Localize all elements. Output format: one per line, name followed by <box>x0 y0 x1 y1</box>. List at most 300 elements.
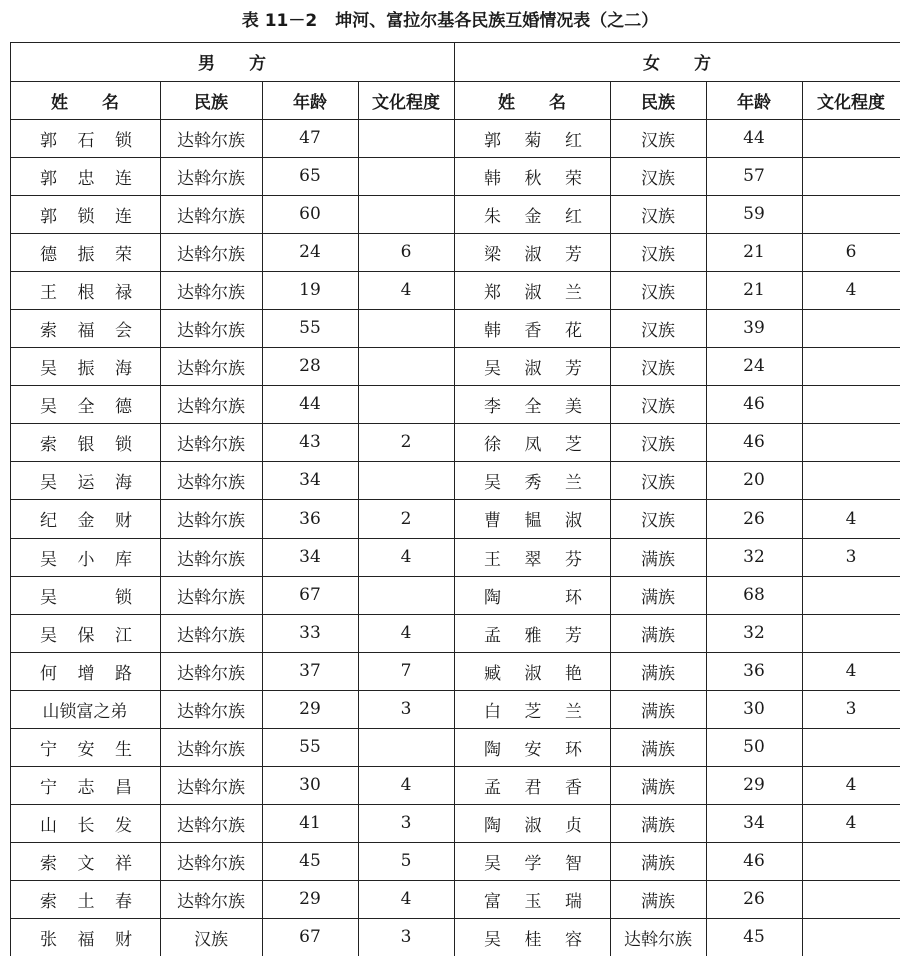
female-name-cell <box>454 309 610 347</box>
female-age-cell: 26 <box>743 508 765 529</box>
female-ethnicity-cell: 汉族 <box>641 511 675 531</box>
female-education-cell <box>802 842 900 880</box>
male-ethnicity-cell: 达斡尔族 <box>177 587 245 608</box>
male-name-cell <box>10 385 160 423</box>
male-education-cell <box>358 119 454 157</box>
name-character: 郭 <box>40 130 57 151</box>
female-name-cell <box>454 576 610 614</box>
female-education-cell <box>802 918 900 956</box>
male-name-cell <box>10 918 160 956</box>
name-character: 文 <box>77 853 95 874</box>
male-education-cell <box>358 157 454 195</box>
female-education-cell <box>802 119 900 157</box>
female-age-column-header: 年龄 <box>737 92 771 113</box>
name-character: 锁 <box>115 434 132 455</box>
name-character: 索 <box>40 891 57 912</box>
name-character: 财 <box>115 511 132 531</box>
female-age-cell: 45 <box>743 927 765 947</box>
name-character: 吴 <box>40 587 57 608</box>
male-name-cell <box>10 461 160 499</box>
female-education-cell: 4 <box>845 813 857 833</box>
female-education-cell: 6 <box>845 242 857 262</box>
female-ethnicity-cell: 汉族 <box>641 130 675 151</box>
name-character: 祥 <box>115 853 132 874</box>
name-character: 陶 <box>484 587 501 608</box>
female-age-cell: 46 <box>743 394 765 414</box>
name-character: 淑 <box>524 282 542 303</box>
male-ethnicity-column-header: 民族 <box>194 92 228 113</box>
name-character: 吴 <box>484 472 501 493</box>
male-education-cell <box>358 576 454 614</box>
name-character: 安 <box>524 739 542 760</box>
male-ethnicity-cell: 达斡尔族 <box>177 434 245 455</box>
female-age-cell: 21 <box>743 280 765 300</box>
name-character: 玉 <box>524 891 542 912</box>
name-character: 吴 <box>484 853 501 874</box>
name-character: 昌 <box>115 777 132 798</box>
female-age-cell: 24 <box>743 356 765 376</box>
female-ethnicity-cell: 汉族 <box>641 206 675 227</box>
female-education-cell <box>802 614 900 652</box>
female-name-cell <box>454 728 610 766</box>
female-age-cell: 32 <box>743 547 765 567</box>
male-age-cell: 19 <box>299 280 321 300</box>
male-name-cell <box>10 576 160 614</box>
female-name-cell <box>454 842 610 880</box>
male-ethnicity-cell: 达斡尔族 <box>177 549 245 570</box>
male-name-cell <box>10 309 160 347</box>
female-name-cell <box>454 271 610 309</box>
female-ethnicity-cell: 满族 <box>641 777 675 798</box>
name-character: 海 <box>115 358 132 379</box>
male-age-cell: 45 <box>299 851 321 871</box>
name-character: 锁 <box>77 206 95 227</box>
name-character: 吴 <box>484 929 501 950</box>
name-character: 宁 <box>40 777 57 798</box>
name-character: 索 <box>40 320 57 341</box>
male-age-cell: 29 <box>299 699 321 719</box>
name-character: 郭 <box>484 130 501 151</box>
name-character: 小 <box>77 549 95 570</box>
name-character: 芝 <box>524 701 542 722</box>
name-character: 路 <box>115 663 132 684</box>
name-character: 秀 <box>524 472 542 493</box>
male-name-cell <box>10 271 160 309</box>
name-character: 芳 <box>565 625 582 646</box>
male-ethnicity-cell: 达斡尔族 <box>177 396 245 417</box>
male-ethnicity-cell: 达斡尔族 <box>177 701 245 722</box>
male-age-cell: 60 <box>299 204 321 224</box>
name-character: 吴 <box>40 396 57 417</box>
male-name-cell <box>10 614 160 652</box>
male-education-cell: 2 <box>400 432 412 452</box>
name-character: 银 <box>77 434 95 455</box>
male-education-cell: 2 <box>400 508 412 529</box>
male-education-cell: 4 <box>400 280 412 300</box>
name-character: 金 <box>77 511 95 531</box>
name-character: 香 <box>565 777 582 798</box>
name-character: 福 <box>77 320 95 341</box>
female-education-cell <box>802 461 900 499</box>
female-name-cell <box>454 690 610 728</box>
female-group-header: 女 方 <box>643 54 711 74</box>
name-character: 禄 <box>115 282 132 303</box>
male-age-cell: 24 <box>299 242 321 262</box>
male-name-cell <box>10 233 160 271</box>
name-character: 凤 <box>524 434 542 455</box>
male-name-cell <box>10 652 160 690</box>
female-education-cell <box>802 385 900 423</box>
name-character: 学 <box>524 853 542 874</box>
name-character: 运 <box>77 472 95 493</box>
name-character: 纪 <box>40 511 57 531</box>
female-ethnicity-cell: 达斡尔族 <box>624 929 692 950</box>
name-character: 智 <box>565 853 582 874</box>
name-character: 金 <box>524 206 542 227</box>
name-character: 梁 <box>484 244 501 265</box>
name-character: 王 <box>40 282 57 303</box>
female-ethnicity-cell: 汉族 <box>641 168 675 189</box>
name-character: 连 <box>115 206 132 227</box>
female-ethnicity-cell: 满族 <box>641 587 675 608</box>
name-character: 环 <box>565 587 582 608</box>
female-age-cell: 20 <box>743 470 765 490</box>
male-education-cell: 3 <box>400 699 412 719</box>
name-character: 锁 <box>115 587 132 608</box>
name-character: 君 <box>524 777 542 798</box>
female-education-cell <box>802 309 900 347</box>
name-character: 淑 <box>524 663 542 684</box>
male-age-cell: 67 <box>299 585 321 605</box>
male-age-cell: 36 <box>299 508 321 529</box>
female-education-cell <box>802 157 900 195</box>
name-character: 财 <box>115 929 132 950</box>
male-education-cell: 7 <box>400 661 412 681</box>
female-name-cell <box>454 461 610 499</box>
male-age-cell: 33 <box>299 623 321 643</box>
name-character: 荣 <box>115 244 132 265</box>
name-character: 长 <box>77 815 95 836</box>
male-age-cell: 34 <box>299 547 321 567</box>
name-character: 环 <box>565 739 582 760</box>
name-character: 忠 <box>77 168 95 189</box>
name-character: 香 <box>524 320 542 341</box>
male-age-cell: 55 <box>299 318 321 338</box>
female-name-cell <box>454 347 610 385</box>
name-character: 瑞 <box>565 891 582 912</box>
male-education-column-header: 文化程度 <box>372 92 440 113</box>
male-name-cell <box>10 499 160 538</box>
male-ethnicity-cell: 达斡尔族 <box>177 625 245 646</box>
name-character: 臧 <box>484 663 501 684</box>
female-ethnicity-cell: 汉族 <box>641 244 675 265</box>
male-ethnicity-cell: 达斡尔族 <box>177 130 245 151</box>
table-caption: 坤河、富拉尔基各民族互婚情况表（之二） <box>335 11 659 31</box>
name-character: 郭 <box>40 206 57 227</box>
male-ethnicity-cell: 达斡尔族 <box>177 168 245 189</box>
male-age-cell: 65 <box>299 166 321 186</box>
female-name-cell <box>454 538 610 576</box>
name-character: 红 <box>565 206 582 227</box>
name-character: 陶 <box>484 815 501 836</box>
male-ethnicity-cell: 达斡尔族 <box>177 853 245 874</box>
female-ethnicity-cell: 满族 <box>641 739 675 760</box>
name-character: 吴 <box>484 358 501 379</box>
name-character: 振 <box>77 244 95 265</box>
female-name-cell <box>454 233 610 271</box>
male-age-cell: 28 <box>299 356 321 376</box>
table-number: 表 11－2 <box>241 11 318 31</box>
female-name-cell <box>454 119 610 157</box>
female-education-cell <box>802 728 900 766</box>
female-age-cell: 46 <box>743 851 765 871</box>
female-name-column-header: 姓 名 <box>498 92 566 113</box>
male-education-cell: 4 <box>400 775 412 795</box>
male-ethnicity-cell: 达斡尔族 <box>177 282 245 303</box>
male-ethnicity-cell: 汉族 <box>194 929 228 950</box>
female-age-cell: 32 <box>743 623 765 643</box>
name-character: 振 <box>77 358 95 379</box>
name-character: 淑 <box>565 511 582 531</box>
name-character: 安 <box>77 739 95 760</box>
name-character: 芝 <box>565 434 582 455</box>
male-age-cell: 41 <box>299 813 321 833</box>
name-character: 增 <box>77 663 95 684</box>
name-character: 全 <box>77 396 95 417</box>
name-character: 春 <box>115 891 132 912</box>
male-name-cell: 山锁富之弟 <box>42 701 128 722</box>
female-name-cell <box>454 880 610 918</box>
female-ethnicity-cell: 汉族 <box>641 396 675 417</box>
name-character: 石 <box>77 130 95 151</box>
name-character: 陶 <box>484 739 501 760</box>
name-character: 库 <box>115 549 132 570</box>
male-ethnicity-cell: 达斡尔族 <box>177 206 245 227</box>
female-age-cell: 50 <box>743 737 765 757</box>
name-character: 朱 <box>484 206 501 227</box>
female-age-cell: 34 <box>743 813 765 833</box>
male-name-cell <box>10 804 160 842</box>
male-age-cell: 34 <box>299 470 321 490</box>
name-character: 连 <box>115 168 132 189</box>
female-ethnicity-cell: 汉族 <box>641 434 675 455</box>
male-ethnicity-cell: 达斡尔族 <box>177 244 245 265</box>
male-education-cell <box>358 347 454 385</box>
male-age-cell: 55 <box>299 737 321 757</box>
female-ethnicity-cell: 满族 <box>641 663 675 684</box>
female-ethnicity-cell: 汉族 <box>641 282 675 303</box>
male-group-header: 男 方 <box>198 54 266 74</box>
male-age-cell: 67 <box>299 927 321 947</box>
name-character: 荣 <box>565 168 582 189</box>
female-education-cell <box>802 347 900 385</box>
name-character: 芳 <box>565 358 582 379</box>
name-character: 秋 <box>524 168 542 189</box>
female-name-cell <box>454 614 610 652</box>
male-ethnicity-cell: 达斡尔族 <box>177 472 245 493</box>
male-education-cell <box>358 461 454 499</box>
name-character: 张 <box>40 929 57 950</box>
female-ethnicity-cell: 满族 <box>641 853 675 874</box>
name-character: 富 <box>484 891 501 912</box>
name-character: 会 <box>115 320 132 341</box>
name-character: 兰 <box>565 282 582 303</box>
male-ethnicity-cell: 达斡尔族 <box>177 320 245 341</box>
name-character: 山 <box>40 815 57 836</box>
name-character: 韩 <box>484 168 501 189</box>
name-character: 韫 <box>524 511 542 531</box>
male-education-cell <box>358 385 454 423</box>
female-education-cell: 3 <box>845 699 857 719</box>
name-character: 兰 <box>565 701 582 722</box>
female-name-cell <box>454 195 610 233</box>
name-character: 红 <box>565 130 582 151</box>
name-character: 王 <box>484 549 501 570</box>
female-ethnicity-cell: 汉族 <box>641 320 675 341</box>
male-age-cell: 29 <box>299 889 321 909</box>
name-character: 淑 <box>524 244 542 265</box>
female-education-cell: 3 <box>845 547 857 567</box>
female-name-cell <box>454 804 610 842</box>
male-education-cell: 4 <box>400 623 412 643</box>
male-age-cell: 44 <box>299 394 321 414</box>
male-age-cell: 47 <box>299 128 321 148</box>
female-age-cell: 29 <box>743 775 765 795</box>
name-character: 海 <box>115 472 132 493</box>
name-character: 翠 <box>524 549 542 570</box>
name-character: 李 <box>484 396 501 417</box>
name-character: 郭 <box>40 168 57 189</box>
female-name-cell <box>454 423 610 461</box>
male-age-cell: 37 <box>299 661 321 681</box>
name-character: 根 <box>77 282 95 303</box>
female-name-cell <box>454 652 610 690</box>
name-character: 桂 <box>524 929 542 950</box>
male-name-cell <box>10 538 160 576</box>
male-name-column-header: 姓 名 <box>51 92 119 113</box>
male-education-cell: 3 <box>400 927 412 947</box>
name-character: 保 <box>77 625 95 646</box>
name-character: 花 <box>565 320 582 341</box>
male-name-cell <box>10 728 160 766</box>
name-character: 白 <box>484 701 501 722</box>
name-character: 吴 <box>40 549 57 570</box>
name-character: 江 <box>115 625 132 646</box>
female-name-cell <box>454 385 610 423</box>
male-education-cell <box>358 195 454 233</box>
name-character: 何 <box>40 663 57 684</box>
male-age-column-header: 年龄 <box>293 92 327 113</box>
male-name-cell <box>10 119 160 157</box>
female-ethnicity-cell: 满族 <box>641 815 675 836</box>
female-education-cell: 4 <box>845 280 857 300</box>
male-name-cell <box>10 766 160 804</box>
female-name-cell <box>454 157 610 195</box>
name-character: 索 <box>40 434 57 455</box>
female-name-cell <box>454 918 610 956</box>
name-character: 福 <box>77 929 95 950</box>
male-ethnicity-cell: 达斡尔族 <box>177 891 245 912</box>
name-character: 艳 <box>565 663 582 684</box>
female-age-cell: 36 <box>743 661 765 681</box>
female-age-cell: 46 <box>743 432 765 452</box>
male-ethnicity-cell: 达斡尔族 <box>177 777 245 798</box>
female-education-cell <box>802 880 900 918</box>
female-ethnicity-cell: 满族 <box>641 891 675 912</box>
female-age-cell: 57 <box>743 166 765 186</box>
male-ethnicity-cell: 达斡尔族 <box>177 511 245 531</box>
male-ethnicity-cell: 达斡尔族 <box>177 663 245 684</box>
female-age-cell: 30 <box>743 699 765 719</box>
female-age-cell: 44 <box>743 128 765 148</box>
female-education-cell: 4 <box>845 508 857 529</box>
female-age-cell: 68 <box>743 585 765 605</box>
name-character: 淑 <box>524 358 542 379</box>
male-ethnicity-cell: 达斡尔族 <box>177 815 245 836</box>
male-ethnicity-cell: 达斡尔族 <box>177 739 245 760</box>
male-name-cell <box>10 347 160 385</box>
male-education-cell: 4 <box>400 889 412 909</box>
female-age-cell: 59 <box>743 204 765 224</box>
name-character: 曹 <box>484 511 501 531</box>
male-education-cell <box>358 728 454 766</box>
male-name-cell <box>10 880 160 918</box>
male-education-cell: 3 <box>400 813 412 833</box>
male-education-cell: 6 <box>400 242 412 262</box>
female-age-cell: 39 <box>743 318 765 338</box>
name-character: 索 <box>40 853 57 874</box>
name-character: 美 <box>565 396 582 417</box>
male-education-cell <box>358 309 454 347</box>
female-ethnicity-cell: 满族 <box>641 625 675 646</box>
name-character: 吴 <box>40 358 57 379</box>
name-character: 郑 <box>484 282 501 303</box>
female-education-cell <box>802 195 900 233</box>
name-character: 芬 <box>565 549 582 570</box>
name-character: 土 <box>77 891 95 912</box>
female-name-cell <box>454 499 610 538</box>
female-education-cell: 4 <box>845 775 857 795</box>
female-name-cell <box>454 766 610 804</box>
name-character: 德 <box>115 396 132 417</box>
male-ethnicity-cell: 达斡尔族 <box>177 358 245 379</box>
name-character: 志 <box>77 777 95 798</box>
male-name-cell <box>10 157 160 195</box>
female-education-cell <box>802 576 900 614</box>
male-name-cell <box>10 842 160 880</box>
male-education-cell: 5 <box>400 851 412 871</box>
name-character: 锁 <box>115 130 132 151</box>
name-character: 菊 <box>524 130 542 151</box>
female-education-cell <box>802 423 900 461</box>
name-character: 发 <box>115 815 132 836</box>
female-age-cell: 26 <box>743 889 765 909</box>
female-ethnicity-cell: 满族 <box>641 549 675 570</box>
female-education-column-header: 文化程度 <box>817 92 885 113</box>
female-ethnicity-column-header: 民族 <box>641 92 675 113</box>
name-character: 吴 <box>40 472 57 493</box>
name-character: 贞 <box>565 815 582 836</box>
male-education-cell: 4 <box>400 547 412 567</box>
name-character: 容 <box>565 929 582 950</box>
female-age-cell: 21 <box>743 242 765 262</box>
name-character: 生 <box>115 739 132 760</box>
name-character: 兰 <box>565 472 582 493</box>
name-character: 孟 <box>484 777 501 798</box>
female-ethnicity-cell: 满族 <box>641 701 675 722</box>
name-character: 徐 <box>484 434 501 455</box>
name-character: 韩 <box>484 320 501 341</box>
